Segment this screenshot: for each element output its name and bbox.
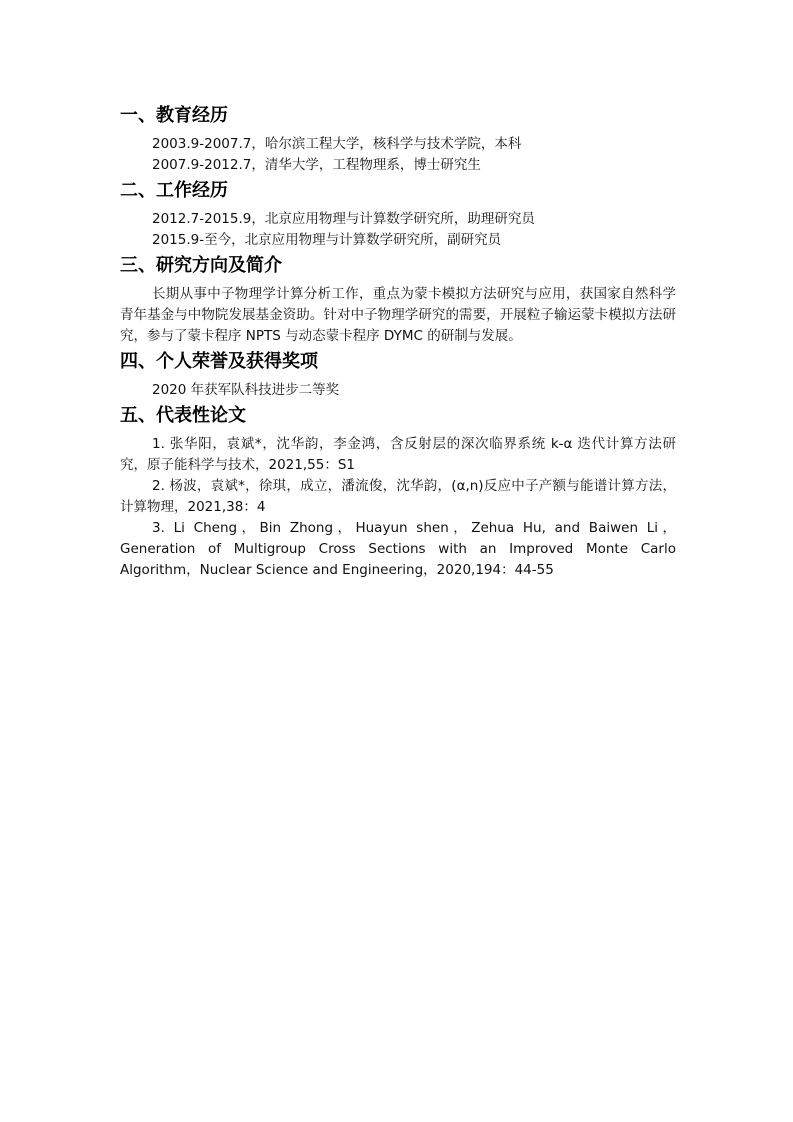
papers-heading: 五、代表性论文 (120, 405, 246, 426)
research-heading: 三、研究方向及简介 (120, 255, 282, 276)
resume-page (120, 104, 676, 584)
education-item: 2003.9-2007.7，哈尔滨工程大学，核科学与技术学院，本科 (152, 136, 522, 152)
paper-item: 1. 张华阳，袁斌*，沈华韵，李金鸿，含反射层的深次临界系统 k-α 迭代计算方法研究，原子能科学与技术，2021,55：S1 (120, 436, 676, 473)
education-list (120, 134, 676, 176)
paper-item: 2. 杨波，袁斌*，徐琪，成立，潘流俊，沈华韵，(α,n)反应中子产额与能谱计算方法，计算物理，2021,38：4 (120, 478, 676, 515)
work-item: 2012.7-2015.9，北京应用物理与计算数学研究所，助理研究员 (152, 211, 535, 227)
work-heading: 二、工作经历 (120, 180, 228, 201)
education-item: 2007.9-2012.7，清华大学，工程物理系，博士研究生 (152, 157, 481, 173)
research-body (120, 284, 676, 347)
honor-item: 2020 年获军队科技进步二等奖 (152, 382, 340, 398)
papers-list (120, 434, 676, 581)
paper-item: 3. Li Cheng，Bin Zhong，Huayun shen，Zehua Hu, and Baiwen Li，Generation of Multigroup Cross Sections with an Improved Monte Carlo Algorithm，Nuclear Science and Engineering，2020,194：44-55 (120, 520, 676, 578)
work-list (120, 209, 676, 251)
work-item: 2015.9-至今，北京应用物理与计算数学研究所，副研究员 (152, 232, 502, 248)
honors-list (120, 380, 676, 401)
honors-heading: 四、个人荣誉及获得奖项 (120, 351, 318, 372)
research-paragraph: 长期从事中子物理学计算分析工作，重点为蒙卡模拟方法研究与应用，获国家自然科学青年基金与中物院发展基金资助。针对中子物理学研究的需要，开展粒子输运蒙卡模拟方法研究，参与了蒙卡程序 NPTS 与动态蒙卡程序 DYMC 的研制与发展。 (120, 286, 676, 344)
education-heading: 一、教育经历 (120, 105, 228, 126)
